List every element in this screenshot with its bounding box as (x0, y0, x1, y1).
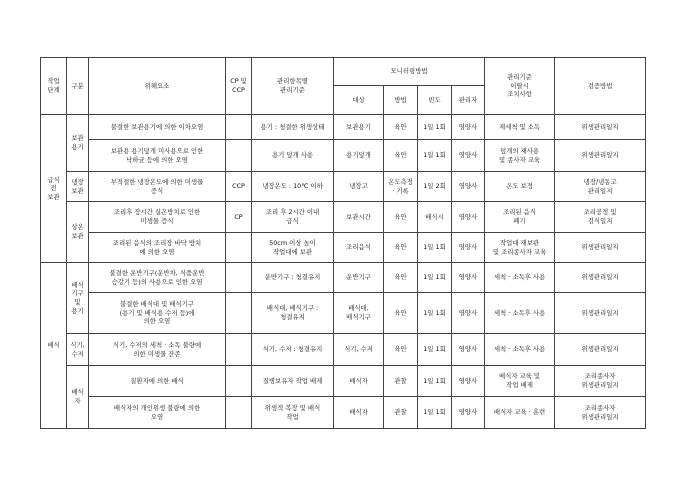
ccp-cell (226, 140, 252, 172)
hazard-cell: 질환자에 의한 배식 (89, 366, 226, 397)
manager-cell: 영양사 (452, 140, 485, 172)
ccp-cell (226, 334, 252, 366)
control-cell: 50cm 이상 높이 작업대에 보관 (252, 233, 334, 263)
header-cp-ccp: CP 및 CCP (226, 58, 252, 115)
method-cell: 육안 (384, 140, 418, 172)
action-cell: 배식자 교육 및 작업 배제 (485, 366, 555, 397)
control-cell: 식기, 수저 : 청결유지 (252, 334, 334, 366)
target-cell: 조리음식 (334, 233, 384, 263)
control-cell: 운반기구 : 청결유지 (252, 263, 334, 293)
hazard-cell: 불결한 운반기구(운반차, 식품운반 승강기 등)의 사용으로 인한 오염 (89, 263, 226, 293)
header-deviation: 관리기준 이탈시 조치사항 (485, 58, 555, 115)
method-cell: 육안 (384, 334, 418, 366)
freq-cell: 1일 1회 (418, 366, 452, 397)
freq-cell: 1일 2회 (418, 172, 452, 202)
header-mon-method: 방법 (384, 86, 418, 115)
category-storage-container: 보관 용기 (67, 115, 89, 172)
action-cell: 세척 · 소독후 사용 (485, 263, 555, 293)
manager-cell: 영양사 (452, 263, 485, 293)
stage-serving: 배식 (41, 263, 67, 429)
freq-cell: 1일 1회 (418, 263, 452, 293)
control-cell: 조리 후 2시간 이내 급식 (252, 202, 334, 233)
freq-cell: 1일 1회 (418, 233, 452, 263)
hazard-cell: 조리후 장시간 실온방치로 인한 미생물 증식 (89, 202, 226, 233)
method-cell: 온도측정 · 기록 (384, 172, 418, 202)
control-cell: 배식대, 배식기구 : 청결유지 (252, 293, 334, 334)
header-mon-manager: 관리자 (452, 86, 485, 115)
freq-cell: 1일 1회 (418, 334, 452, 366)
verify-cell: 위생관리일지 (555, 293, 646, 334)
verify-cell: 조리종사자 위생관리일지 (555, 366, 646, 397)
ccp-cell (226, 263, 252, 293)
haccp-plan-table (40, 57, 646, 429)
verify-cell: 위생관리일지 (555, 334, 646, 366)
manager-cell: 영양사 (452, 233, 485, 263)
control-cell: 용기 덮개 사용 (252, 140, 334, 172)
header-stage: 작업 단계 (41, 58, 67, 115)
category-server: 배식 자 (67, 366, 89, 429)
ccp-cell (226, 366, 252, 397)
category-room-temp: 상온 보관 (67, 202, 89, 263)
category-cutlery: 식기, 수저 (67, 334, 89, 366)
action-cell: 조리된 음식 폐기 (485, 202, 555, 233)
ccp-cell (226, 233, 252, 263)
header-mon-target: 대상 (334, 86, 384, 115)
manager-cell: 영양사 (452, 172, 485, 202)
manager-cell: 영양사 (452, 397, 485, 429)
freq-cell: 배식시 (418, 202, 452, 233)
manager-cell: 영양사 (452, 202, 485, 233)
stage-storage: 급식 전 보관 (41, 115, 67, 263)
target-cell: 용기덮개 (334, 140, 384, 172)
target-cell: 보관용기 (334, 115, 384, 140)
manager-cell: 영양사 (452, 115, 485, 140)
verify-cell: 위생관리일지 (555, 233, 646, 263)
freq-cell: 1일 1회 (418, 293, 452, 334)
manager-cell: 영양사 (452, 366, 485, 397)
action-cell: 덮개의 재사용 및 종사자 교육 (485, 140, 555, 172)
method-cell: 육안 (384, 263, 418, 293)
header-control: 관리항목별 관리기준 (252, 58, 334, 115)
hazard-cell: 배식자의 개인위생 불량에 의한 오염 (89, 397, 226, 429)
hazard-cell: 조리된 음식의 조리장 바닥 방치 에 의한 오염 (89, 233, 226, 263)
manager-cell: 영양사 (452, 293, 485, 334)
ccp-cell: CP (226, 202, 252, 233)
freq-cell: 1일 1회 (418, 397, 452, 429)
control-cell: 용기 : 청결한 위생상태 (252, 115, 334, 140)
method-cell: 육안 (384, 293, 418, 334)
method-cell: 관찰 (384, 397, 418, 429)
freq-cell: 1일 1회 (418, 115, 452, 140)
verify-cell: 위생관리일지 (555, 263, 646, 293)
target-cell: 식기, 수저 (334, 334, 384, 366)
verify-cell: 조리공정 및 검식일지 (555, 202, 646, 233)
action-cell: 세척 · 소독후 사용 (485, 334, 555, 366)
action-cell: 온도 보정 (485, 172, 555, 202)
hazard-cell: 부적절한 냉장온도에 의한 미생물 증식 (89, 172, 226, 202)
category-refrigerator: 냉장 보관 (67, 172, 89, 202)
method-cell: 육안 (384, 115, 418, 140)
verify-cell: 냉장/냉동고 관리일지 (555, 172, 646, 202)
action-cell: 재세척 및 소독 (485, 115, 555, 140)
ccp-cell (226, 115, 252, 140)
action-cell: 세척 · 소독후 사용 (485, 293, 555, 334)
target-cell: 배식자 (334, 397, 384, 429)
hazard-cell: 보관용 용기덮개 미사용으로 인한 낙하균 등에 의한 오염 (89, 140, 226, 172)
control-cell: 냉장온도 : 10℃ 이하 (252, 172, 334, 202)
target-cell: 보관시간 (334, 202, 384, 233)
verify-cell: 위생관리일지 (555, 140, 646, 172)
ccp-cell (226, 293, 252, 334)
category-utensils: 배식 기구 및 용기 (67, 263, 89, 334)
target-cell: 배식대, 배식기구 (334, 293, 384, 334)
control-cell: 질병보유자 작업 배제 (252, 366, 334, 397)
freq-cell: 1일 1회 (418, 140, 452, 172)
hazard-cell: 불결한 보관용기에 의한 이차오염 (89, 115, 226, 140)
method-cell: 육안 (384, 202, 418, 233)
hazard-cell: 식기, 수저의 세척 · 소독 불량에 의한 미생물 잔존 (89, 334, 226, 366)
action-cell: 배식자 교육 · 훈련 (485, 397, 555, 429)
target-cell: 배식자 (334, 366, 384, 397)
header-monitoring: 모니터링방법 (334, 58, 485, 86)
verify-cell: 위생관리일지 (555, 115, 646, 140)
action-cell: 작업대 재보관 및 조리종사자 교육 (485, 233, 555, 263)
target-cell: 운반기구 (334, 263, 384, 293)
target-cell: 냉장고 (334, 172, 384, 202)
header-verification: 검증방법 (555, 58, 646, 115)
ccp-cell: CCP (226, 172, 252, 202)
header-hazard: 위해요소 (89, 58, 226, 115)
method-cell: 관찰 (384, 366, 418, 397)
manager-cell: 영양사 (452, 334, 485, 366)
ccp-cell (226, 397, 252, 429)
verify-cell: 조리종사자 위생관리일지 (555, 397, 646, 429)
header-mon-freq: 빈도 (418, 86, 452, 115)
hazard-cell: 불결한 배식대 및 배식기구 (용기 및 배식용 수저 등)에 의한 오염 (89, 293, 226, 334)
control-cell: 위생적 복장 및 배식 작업 (252, 397, 334, 429)
header-category: 구분 (67, 58, 89, 115)
method-cell: 육안 (384, 233, 418, 263)
